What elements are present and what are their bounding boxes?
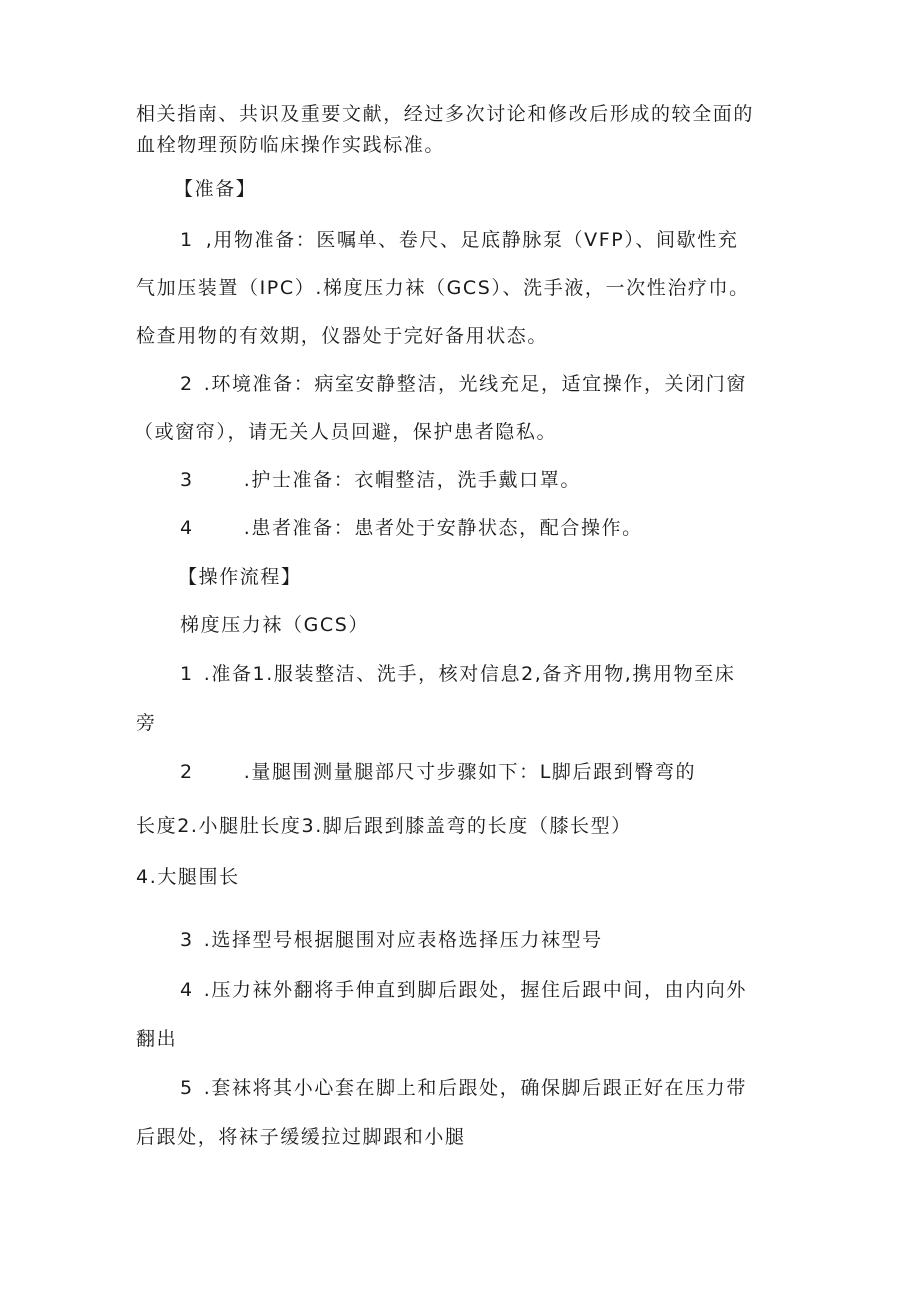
step-2-number: 2 — [180, 761, 194, 783]
step-3-text: .选择型号根据腿围对应表格选择压力袜型号 — [203, 929, 603, 951]
step-1-number: 1 — [180, 663, 194, 685]
step-4-text: .压力袜外翻将手伸直到脚后跟处，握住后跟中间，由内向外 — [203, 979, 747, 1001]
heading-preparation: 【准备】 — [174, 178, 257, 200]
prep-4-number: 4 — [180, 517, 194, 539]
prep-1-line-3: 检查用物的有效期，仪器处于完好备用状态。 — [136, 325, 549, 347]
prep-3-number: 3 — [180, 469, 194, 491]
intro-line-2: 血栓物理预防临床操作实践标准。 — [136, 134, 446, 156]
prep-1-line-2: 气加压装置（IPC）.梯度压力袜（GCS）、洗手液，一次性治疗巾。 — [136, 277, 750, 299]
heading-procedure: 【操作流程】 — [178, 566, 302, 588]
step-4-number: 4 — [180, 979, 194, 1001]
subheading-gcs: 梯度压力袜（GCS） — [180, 614, 370, 636]
step-2-line-1 — [180, 760, 696, 784]
step-1-line-1 — [180, 662, 735, 686]
step-2-line-3: 4.大腿围长 — [136, 866, 240, 888]
prep-2-line-1 — [180, 372, 747, 396]
prep-4-line — [180, 516, 643, 540]
step-5-line-2: 后跟处，将袜子缓缓拉过脚跟和小腿 — [136, 1126, 466, 1148]
step-5-text: .套袜将其小心套在脚上和后跟处，确保脚后跟正好在压力带 — [203, 1077, 747, 1099]
step-5-line-1 — [180, 1076, 747, 1100]
prep-2-line-2: （或窗帘），请无关人员回避，保护患者隐私。 — [134, 421, 558, 443]
intro-line-1: 相关指南、共识及重要文献，经过多次讨论和修改后形成的较全面的 — [136, 103, 755, 125]
step-2-line-2: 长度2.小腿肚长度3.脚后跟到膝盖弯的长度（膝长型） — [136, 815, 632, 837]
step-4-line-1 — [180, 978, 747, 1002]
step-3-number: 3 — [180, 929, 194, 951]
step-2-text: .量腿围测量腿部尺寸步骤如下：L脚后跟到臀弯的 — [243, 761, 697, 783]
step-1-text: .准备1.服装整洁、洗手，核对信息2,备齐用物,携用物至床 — [203, 663, 736, 685]
step-3-line — [180, 928, 603, 952]
prep-3-text: .护士准备：衣帽整洁，洗手戴口罩。 — [243, 469, 581, 491]
prep-3-line — [180, 468, 581, 492]
prep-1-number: 1 — [180, 229, 194, 251]
step-1-line-2: 旁 — [136, 712, 157, 734]
prep-2-text: .环境准备：病室安静整洁，光线充足，适宜操作，关闭门窗 — [203, 373, 747, 395]
step-5-number: 5 — [180, 1077, 194, 1099]
prep-4-text: .患者准备：患者处于安静状态，配合操作。 — [243, 517, 643, 539]
step-4-line-2: 翻出 — [136, 1028, 178, 1050]
prep-1-text: ,用物准备：医嘱单、卷尺、足底静脉泵（VFP）、间歇性充 — [205, 229, 739, 251]
prep-1-line-1 — [180, 228, 738, 252]
prep-2-number: 2 — [180, 373, 194, 395]
